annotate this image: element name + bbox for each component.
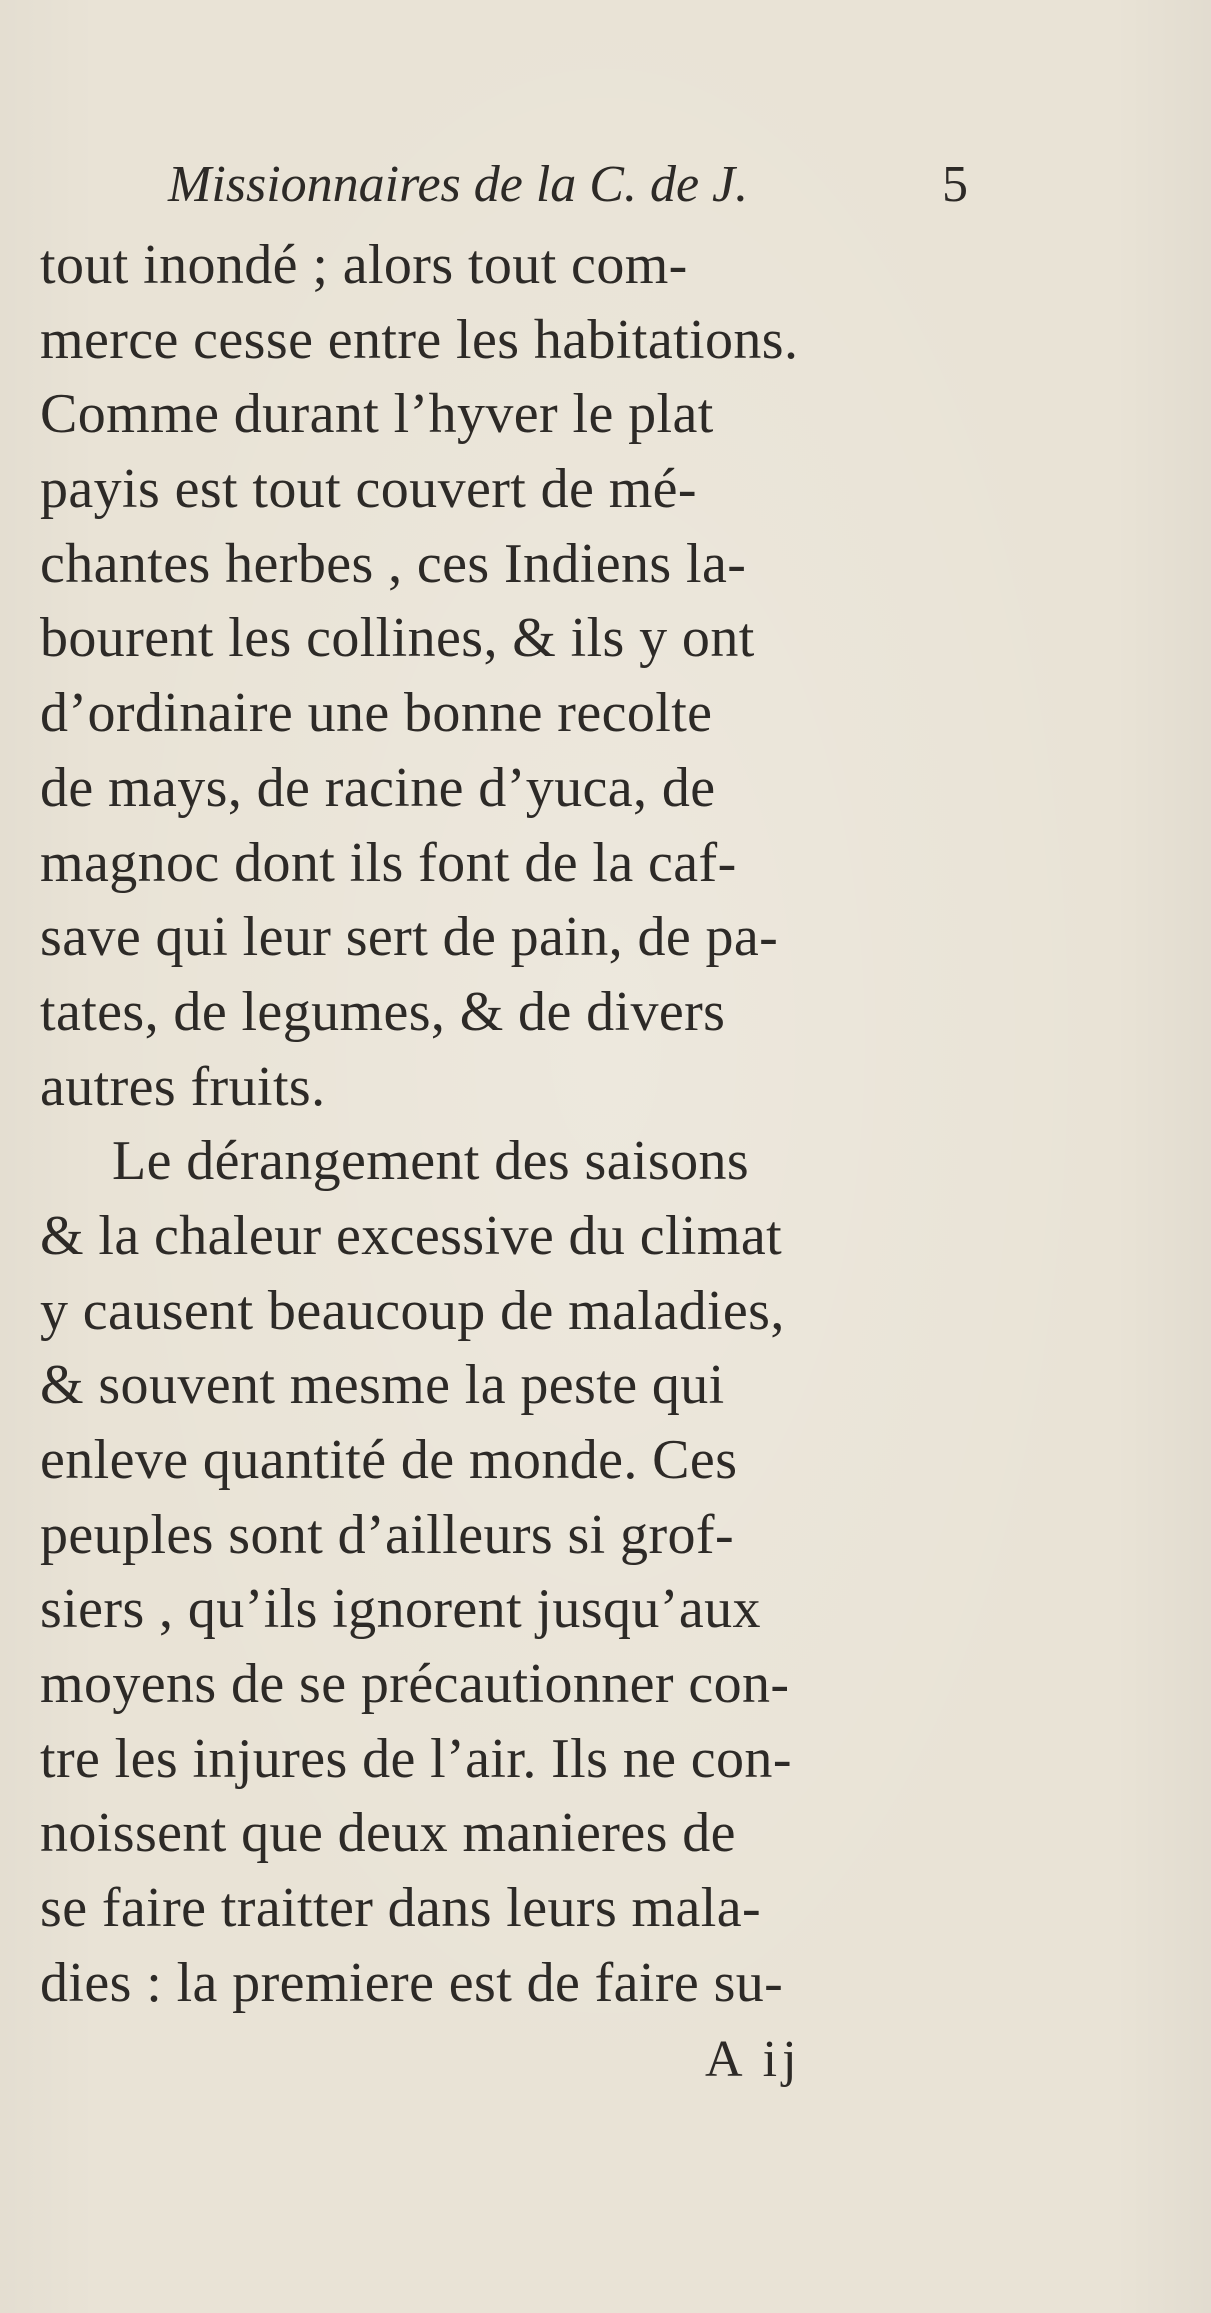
text-line: payis est tout couvert de mé- xyxy=(40,458,697,521)
text-line: merce cesse entre les habitations. xyxy=(40,308,799,371)
text-line: d’ordinaire une bonne recolte xyxy=(40,682,713,745)
text-line: enleve quantité de monde. Ces xyxy=(40,1429,738,1491)
text-line: se faire traitter dans leurs mala- xyxy=(40,1877,762,1940)
page-header xyxy=(168,150,968,220)
text-line: tout inondé ; alors tout com- xyxy=(40,234,688,296)
text-line: y causent beaucoup de maladies, xyxy=(40,1279,785,1342)
text-line: noissent que deux manieres de xyxy=(40,1802,736,1865)
text-line: tates, de legumes, & de divers xyxy=(40,980,726,1043)
text-line: tre les injures de l’air. Ils ne con- xyxy=(40,1727,792,1790)
text-line: Comme durant l’hyver le plat xyxy=(40,383,714,446)
text-line: de mays, de racine d’yuca, de xyxy=(40,756,716,819)
text-line: peuples sont d’ailleurs si grof- xyxy=(40,1503,734,1566)
running-title: Missionnaires de la C. de J. xyxy=(168,156,749,213)
signature-mark: A ij xyxy=(705,2031,802,2088)
text-line: save qui leur sert de pain, de pa- xyxy=(40,906,779,969)
text-line: moyens de se précautionner con- xyxy=(40,1653,790,1716)
paragraph-start-line: Le dérangement des saisons xyxy=(112,1130,750,1193)
text-line: siers , qu’ils ignorent jusqu’aux xyxy=(40,1578,761,1641)
text-line: autres fruits. xyxy=(40,1055,326,1118)
text-line: & la chaleur excessive du climat xyxy=(40,1204,783,1267)
text-line: & souvent mesme la peste qui xyxy=(40,1354,725,1417)
page-number: 5 xyxy=(942,156,968,213)
text-line: dies : la premiere est de faire su- xyxy=(40,1951,784,2014)
text-line: chantes herbes , ces Indiens la- xyxy=(40,532,747,595)
text-line: magnoc dont ils font de la caf- xyxy=(40,831,737,894)
body-text xyxy=(40,228,970,2021)
text-line: bourent les collines, & ils y ont xyxy=(40,607,755,670)
